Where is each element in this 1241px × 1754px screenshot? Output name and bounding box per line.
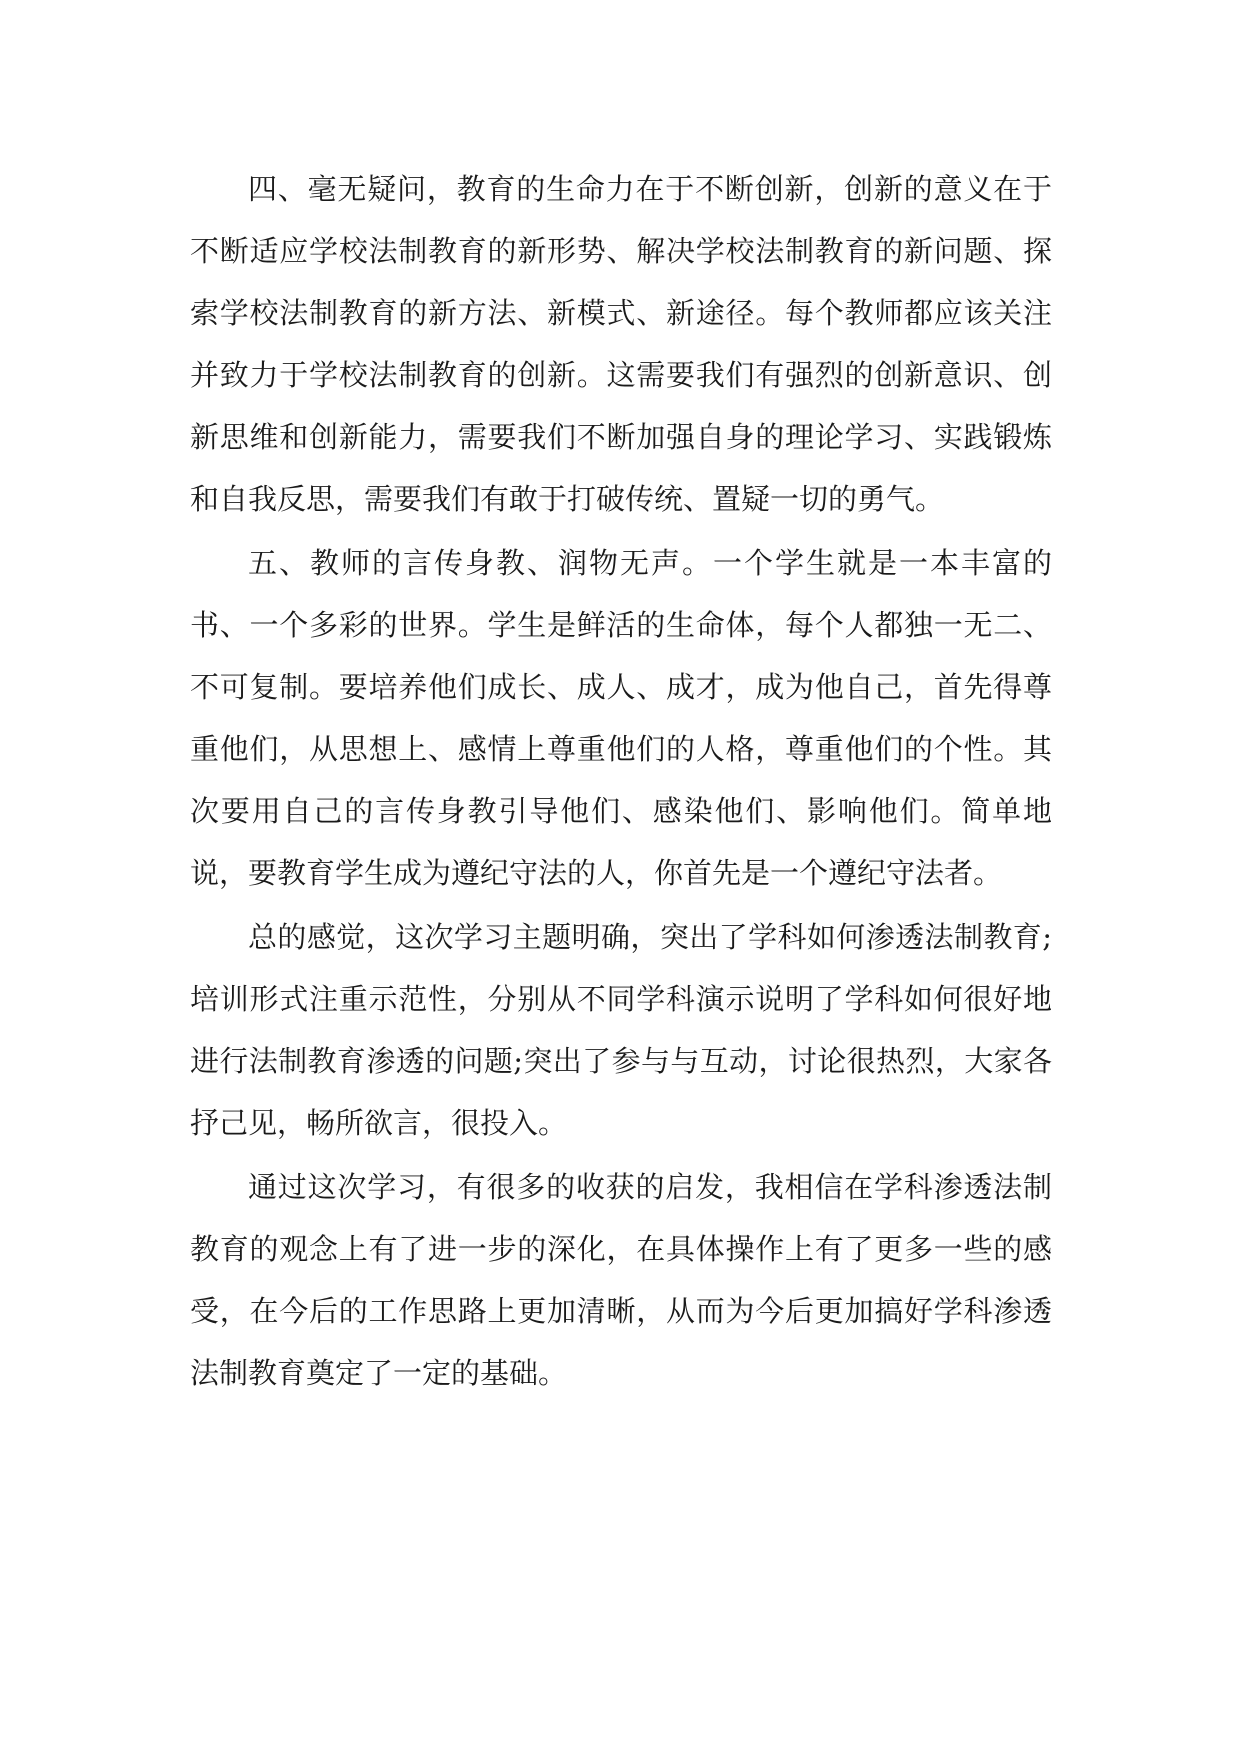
paragraph-4: 四、毫无疑问，教育的生命力在于不断创新，创新的意义在于不断适应学校法制教育的新形势、解决学校法制教育的新问题、探索学校法制教育的新方法、新模式、新途径。每个教师都应该关注并致力于学校法制教育的创新。这需要我们有强烈的创新意识、创新思维和创新能力，需要我们不断加强自身的理论学习、实践锻炼和自我反思，需要我们有敢于打破传统、置疑一切的勇气。	[190, 172, 1052, 516]
paragraph-summary: 总的感觉，这次学习主题明确，突出了学科如何渗透法制教育;培训形式注重示范性，分别从不同学科演示说明了学科如何很好地进行法制教育渗透的问题;突出了参与与互动，讨论很热烈，大家各抒己见，畅所欲言，很投入。	[190, 920, 1052, 1140]
paragraph-conclusion: 通过这次学习，有很多的收获的启发，我相信在学科渗透法制教育的观念上有了进一步的深化，在具体操作上有了更多一些的感受，在今后的工作思路上更加清晰，从而为今后更加搞好学科渗透法制教育奠定了一定的基础。	[190, 1170, 1052, 1390]
paragraph-5: 五、教师的言传身教、润物无声。一个学生就是一本丰富的书、一个多彩的世界。学生是鲜活的生命体，每个人都独一无二、不可复制。要培养他们成长、成人、成才，成为他自己，首先得尊重他们，从思想上、感情上尊重他们的人格，尊重他们的个性。其次要用自己的言传身教引导他们、感染他们、影响他们。简单地说，要教育学生成为遵纪守法的人，你首先是一个遵纪守法者。	[190, 546, 1052, 890]
document-body	[190, 158, 1052, 1406]
